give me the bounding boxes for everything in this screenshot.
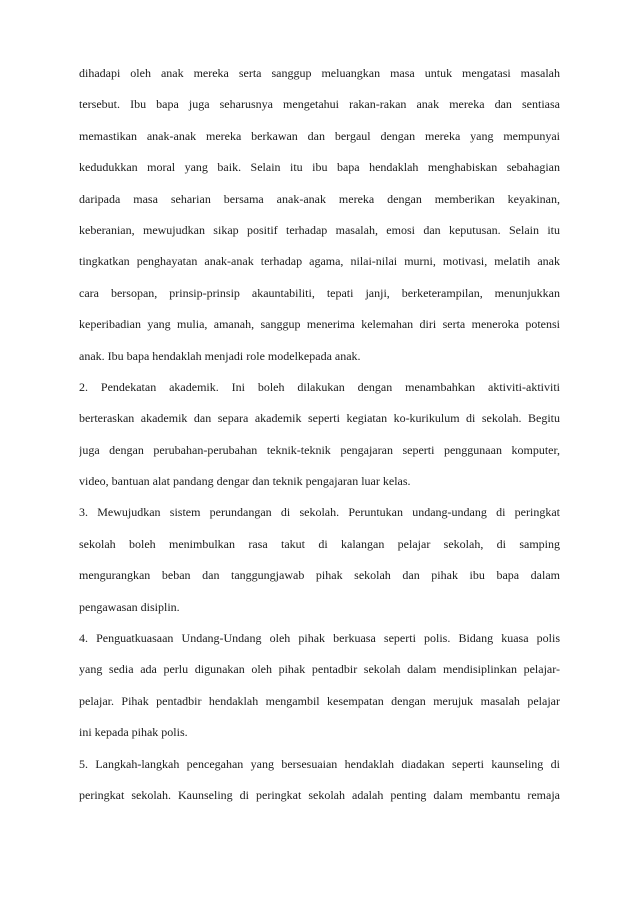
text-line: keberanian, mewujudkan sikap positif terhadap masalah, emosi dan keputusan. Selain itu <box>79 222 560 237</box>
text-line: juga dengan perubahan-perubahan teknik-teknik pengajaran seperti penggunaan komputer, <box>79 442 560 457</box>
paragraph-school-legislation <box>79 502 560 628</box>
text-line: tingkatkan penghayatan anak-anak terhadap agama, nilai-nilai murni, motivasi, melatih anak <box>79 254 560 269</box>
text-line: peringkat sekolah. Kaunseling di peringkat sekolah adalah penting dalam membantu remaja <box>79 787 560 802</box>
paragraph-law-enforcement <box>79 628 560 754</box>
document-body <box>79 63 560 816</box>
paragraph-academic-approach <box>79 377 560 503</box>
text-line: sekolah boleh menimbulkan rasa takut di kalangan pelajar sekolah, di samping <box>79 536 560 551</box>
text-line: mengurangkan beban dan tanggungjawab pihak sekolah dan pihak ibu bapa dalam <box>79 568 560 583</box>
text-line: ini kepada pihak polis. <box>79 725 188 740</box>
text-line: 5. Langkah-langkah pencegahan yang bersesuaian hendaklah diadakan seperti kaunseling di <box>79 756 560 771</box>
text-line: yang sedia ada perlu digunakan oleh pihak pentadbir sekolah dalam mendisiplinkan pelajar- <box>79 662 560 677</box>
text-line: video, bantuan alat pandang dengar dan teknik pengajaran luar kelas. <box>79 474 411 489</box>
text-line: daripada masa seharian bersama anak-anak mereka dengan memberikan keyakinan, <box>79 191 560 206</box>
text-line: kedudukkan moral yang baik. Selain itu ibu bapa hendaklah menghabiskan sebahagian <box>79 160 560 175</box>
text-line: dihadapi oleh anak mereka serta sanggup meluangkan masa untuk mengatasi masalah <box>79 66 560 80</box>
paragraph-prevention <box>79 754 560 817</box>
text-line: anak. Ibu bapa hendaklah menjadi role modelkepada anak. <box>79 348 361 363</box>
text-line: tersebut. Ibu bapa juga seharusnya mengetahui rakan-rakan anak mereka dan sentiasa <box>79 97 560 112</box>
text-line: 2. Pendekatan akademik. Ini boleh dilakukan dengan menambahkan aktiviti-aktiviti <box>79 379 560 394</box>
text-line: memastikan anak-anak mereka berkawan dan bergaul dengan mereka yang mempunyai <box>79 128 560 143</box>
text-line: pengawasan disiplin. <box>79 599 180 614</box>
text-line: 4. Penguatkuasaan Undang-Undang oleh pihak berkuasa seperti polis. Bidang kuasa polis <box>79 631 560 646</box>
text-line: cara bersopan, prinsip-prinsip akauntabiliti, tepati janji, berketerampilan, menunjukkan <box>79 285 560 300</box>
text-line: berteraskan akademik dan separa akademik seperti kegiatan ko-kurikulum di sekolah. Begitu <box>79 411 560 426</box>
paragraph-parenting <box>79 63 560 377</box>
text-line: keperibadian yang mulia, amanah, sanggup menerima kelemahan diri serta meneroka potensi <box>79 317 560 332</box>
text-line: 3. Mewujudkan sistem perundangan di sekolah. Peruntukan undang-undang di peringkat <box>79 505 560 520</box>
text-line: pelajar. Pihak pentadbir hendaklah mengambil kesempatan dengan merujuk masalah pelajar <box>79 693 560 708</box>
